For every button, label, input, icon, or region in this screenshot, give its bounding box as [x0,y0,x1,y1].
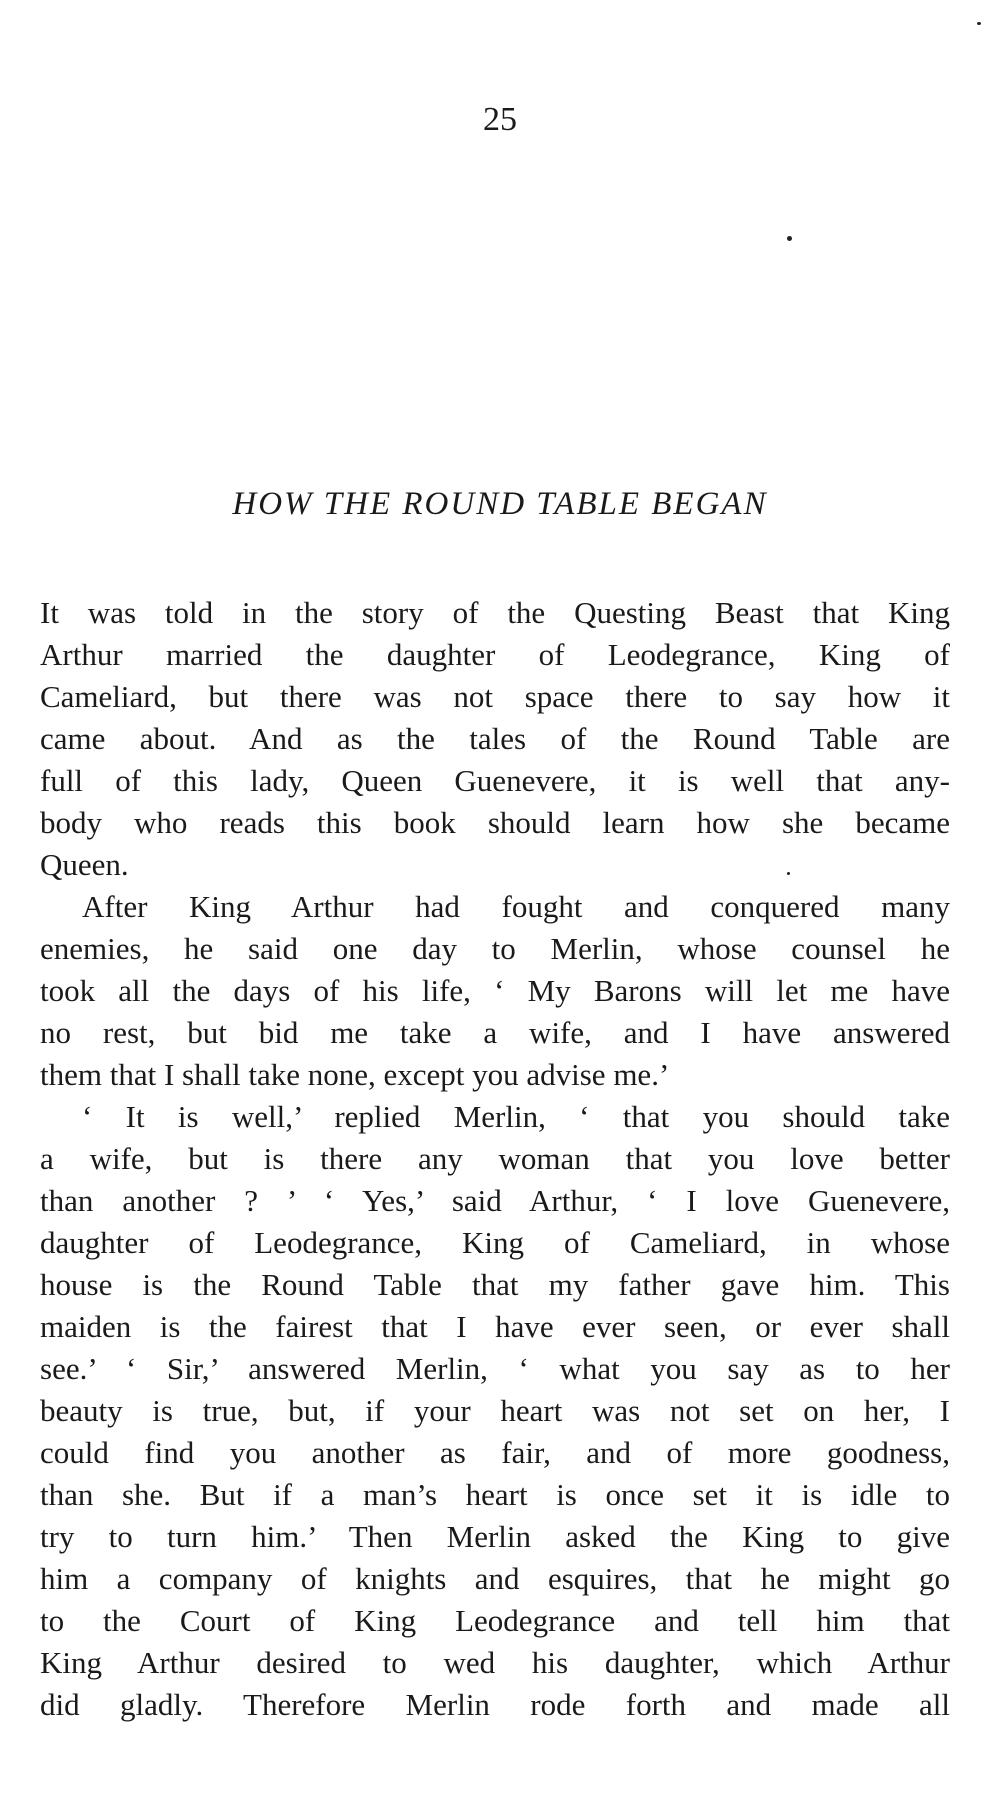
text-line: maiden is the fairest that I have ever seen, or ever shall [40,1309,950,1344]
paragraph [40,1096,950,1726]
text-line: him a company of knights and esquires, that he might go [40,1561,950,1596]
chapter-title: HOW THE ROUND TABLE BEGAN [232,486,768,522]
text-line: daughter of Leodegrance, King of Cameliard, in whose [40,1225,950,1260]
text-line: enemies, he said one day to Merlin, whose counsel he [40,931,950,966]
text-line: Arthur married the daughter of Leodegrance, King of [40,637,950,672]
text-line: house is the Round Table that my father gave him. This [40,1267,950,1302]
text-line: to the Court of King Leodegrance and tell him that [40,1603,950,1638]
text-line: try to turn him.’ Then Merlin asked the King to give [40,1519,950,1554]
text-line: a wife, but is there any woman that you love better [40,1141,950,1176]
text-line: It was told in the story of the Questing Beast that King [40,595,950,630]
text-line: took all the days of his life, ‘ My Barons will let me have [40,973,950,1008]
ink-speck [977,22,981,25]
text-line: body who reads this book should learn how she became [40,805,950,840]
ink-speck [787,236,792,241]
text-line: After King Arthur had fought and conquered many [82,889,950,924]
text-line: came about. And as the tales of the Round Table are [40,721,950,756]
text-line: did gladly. Therefore Merlin rode forth and made all [40,1687,950,1722]
paragraph [40,592,950,886]
text-line: than another ? ’ ‘ Yes,’ said Arthur, ‘ I love Guenevere, [40,1183,950,1218]
text-line: them that I shall take none, except you advise me.’ [40,1057,670,1092]
paragraph [40,886,950,1096]
text-line: see.’ ‘ Sir,’ answered Merlin, ‘ what you say as to her [40,1351,950,1386]
text-line: no rest, but bid me take a wife, and I have answered [40,1015,950,1050]
text-line: Queen. [40,847,129,882]
body-text [40,592,950,1726]
text-line: ‘ It is well,’ replied Merlin, ‘ that you should take [82,1099,950,1134]
text-line: beauty is true, but, if your heart was not set on her, I [40,1393,950,1428]
page-number: 25 [483,101,517,138]
text-line: than she. But if a man’s heart is once set it is idle to [40,1477,950,1512]
text-line: Cameliard, but there was not space there to say how it [40,679,950,714]
text-line: could find you another as fair, and of more goodness, [40,1435,950,1470]
text-line: King Arthur desired to wed his daughter, which Arthur [40,1645,950,1680]
text-line: full of this lady, Queen Guenevere, it is well that any- [40,763,950,798]
